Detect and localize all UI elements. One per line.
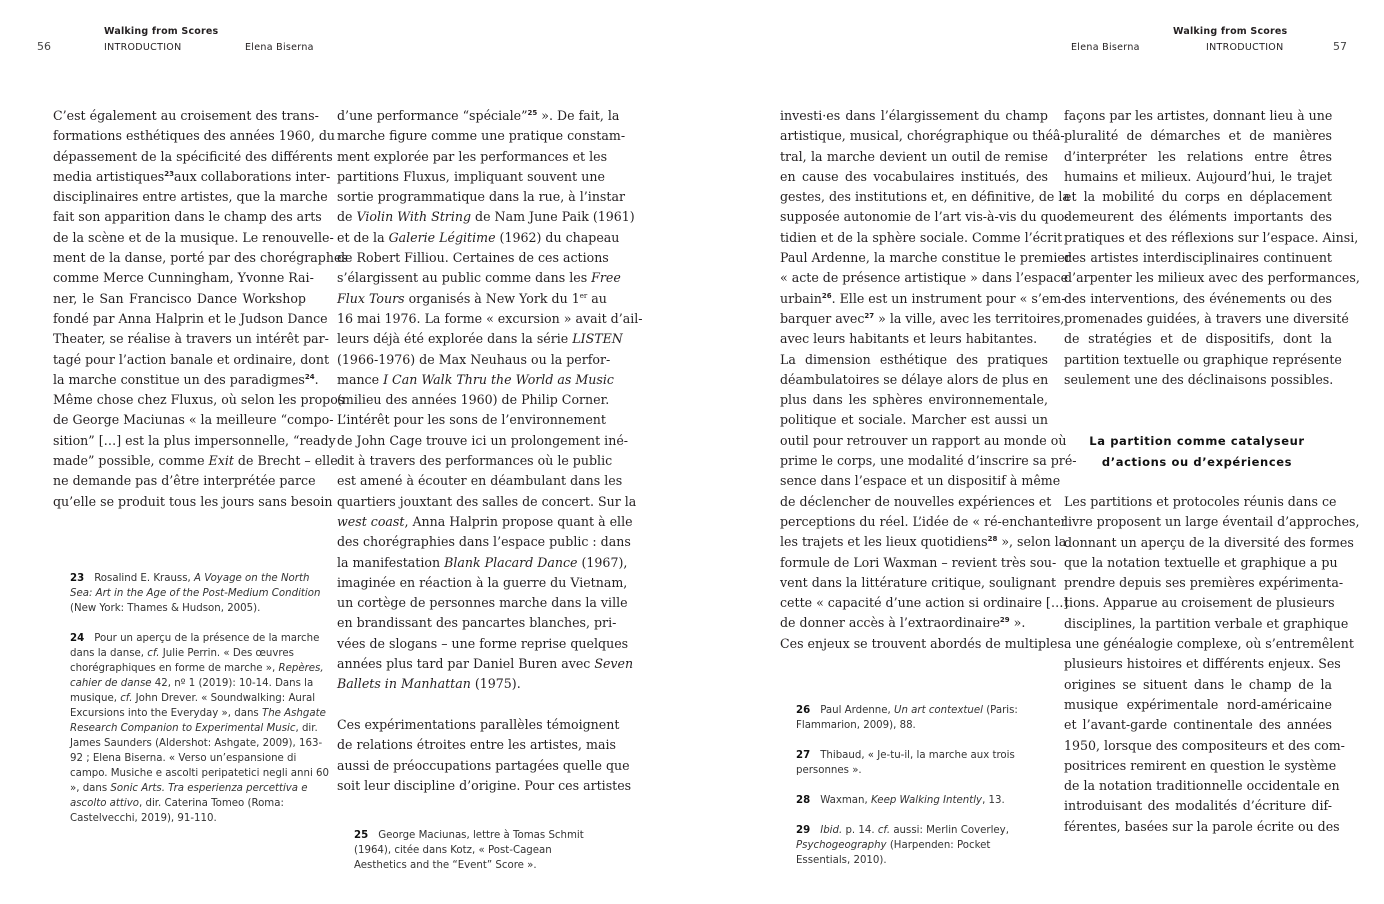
paragraph-gap [337, 695, 605, 715]
body-column-1 [780, 106, 1077, 654]
text-line: et la mobilité du corps en déplacement [1064, 189, 1332, 205]
footnote-26: 26 Paul Ardenne, Un art contextuel (Paris: Flammarion, 2009), 88. [796, 705, 1018, 731]
text-line: des artistes interdisciplinaires continuent [1064, 250, 1332, 266]
text-line: de John Cage trouve ici un prolongement iné- [337, 432, 629, 448]
text-line: gestes, des institutions et, en définitive, de la [780, 189, 1070, 205]
text-line: de Robert Filliou. Certaines de ces actions [337, 250, 609, 266]
text-line: made” possible, comme Exit de Brecht – elle [53, 453, 338, 469]
text-line: dépassement de la spécificité des différents [53, 148, 333, 164]
text-line: Ces expérimentations parallèles témoignent [337, 716, 620, 732]
running-book-title: Walking from Scores [104, 26, 219, 37]
text-line: ne demande pas d’être interprétée parce [53, 473, 316, 489]
text-line: disciplines, la partition verbale et graphique [1064, 615, 1349, 631]
text-line: (milieu des années 1960) de Philip Corner. [337, 392, 610, 408]
text-line: investi·es dans l’élargissement du champ [780, 108, 1048, 123]
text-line: pluralité de démarches et de manières [1064, 128, 1332, 144]
text-line: imaginée en réaction à la guerre du Vietnam, [337, 574, 628, 590]
text-line: disciplinaires entre artistes, que la marche [53, 189, 328, 205]
text-line: seulement une des déclinaisons possibles. [1064, 371, 1334, 387]
text-line: L’intérêt pour les sons de l’environnement [337, 412, 606, 428]
section-subheading [1057, 431, 1337, 473]
text-line: ment de la danse, porté par des chorégraphes [53, 250, 348, 266]
text-line: Les partitions et protocoles réunis dans ce [1064, 494, 1337, 509]
body-column-2-top [1064, 106, 1360, 390]
text-line: dit à travers des performances où le public [337, 453, 613, 469]
text-line: 1950, lorsque des compositeurs et des com- [1064, 737, 1345, 753]
text-line: Paul Ardenne, la marche constitue le premier [780, 250, 1071, 266]
text-line: de relations étroites entre les artistes, mais [337, 737, 616, 753]
running-author: Elena Biserna [1071, 42, 1140, 53]
text-line: de Violin With String de Nam June Paik (1961) [337, 209, 635, 225]
footnotes-right [796, 703, 1036, 883]
running-section: INTRODUCTION [1206, 42, 1284, 53]
text-line: positrices remirent en question le système [1064, 757, 1337, 773]
text-line: des chorégraphies dans l’espace public : dans [337, 534, 631, 550]
text-line: media artistiques$^{23}$aux collaborations inter- [53, 168, 331, 184]
text-line: les trajets et les lieux quotidiens$^{28}$ », selon la [780, 534, 1067, 550]
footnote-24: 24 Pour un aperçu de la présence de la marche dans la danse, cf. Julie Perrin. « Des œuvres chorégraphiques en forme de marche », Repères, cahier de danse 42, nº 1 (2019): 10-14. Dans la musique, cf. John Drever. « Soundwalking: Aural Excursions into the Everyday », dans The Ashgate Research Companion to Experimental Music, dir. James Saunders (Aldershot: Ashgate, 2009), 163-92 ; Elena Biserna. « Verso un’espansione di campo. Musiche e ascolti peripatetici negli anni 60 », dans Sonic Arts. Tra esperienza percettiva e ascolto attivo, dir. Caterina Tomeo (Roma: Castelvecchi, 2019), 91-110. [70, 633, 329, 824]
text-line: formule de Lori Waxman – revient très sou- [780, 554, 1057, 570]
footnote-29: 29 Ibid. p. 14. cf. aussi: Merlin Coverley, Psychogeography (Harpenden: Pocket Essentials, 2010). [796, 825, 1009, 866]
text-line: a une généalogie complexe, où s’entremêlent [1064, 636, 1354, 652]
subheading-line-2: d’actions ou d’expériences [1101, 455, 1293, 469]
text-line: plus dans les sphères environnementale, [780, 392, 1048, 408]
text-line: urbain$^{26}$. Elle est un instrument pour « s’em- [780, 290, 1066, 306]
text-line: ner, le San Francisco Dance Workshop [53, 290, 306, 306]
text-line: sence dans l’espace et un dispositif à même [780, 473, 1061, 489]
text-line: Flux Tours organisés à New York du 1er au [337, 290, 607, 306]
text-line: demeurent des éléments importants des [1064, 209, 1332, 225]
footnote-28: 28 Waxman, Keep Walking Intently, 13. [796, 795, 1005, 806]
text-line: d’arpenter les milieux avec des performances, [1064, 270, 1360, 286]
text-line: aussi de préoccupations partagées quelle que [337, 757, 630, 773]
text-line: fondé par Anna Halprin et le Judson Dance [53, 310, 328, 326]
text-line: déambulatoires se délaye alors de plus en [780, 371, 1049, 387]
text-line: que la notation textuelle et graphique a pu [1064, 554, 1338, 570]
text-line: pratiques et des réflexions sur l’espace. Ainsi, [1064, 229, 1359, 245]
footnote-number: 29 [796, 825, 811, 836]
text-line: barquer avec$^{27}$ » la ville, avec les territoires, [780, 310, 1065, 326]
text-line: supposée autonomie de l’art vis-à-vis du quo- [780, 209, 1069, 225]
text-line: Theater, se réalise à travers un intérêt par- [53, 331, 329, 347]
text-line: férentes, basées sur la parole écrite ou des [1064, 818, 1340, 834]
footnote-25: 25 George Maciunas, lettre à Tomas Schmit (1964), citée dans Kotz, « Post-Cagean Aesthetics and the “Event” Score ». [354, 830, 584, 871]
running-author: Elena Biserna [245, 42, 314, 53]
text-line: sition” […] est la plus impersonnelle, “ready [53, 432, 336, 448]
text-line: 16 mai 1976. La forme « excursion » avait d’ail- [337, 310, 643, 326]
text-line: de la scène et de la musique. Le renouvelle- [53, 229, 334, 245]
text-line: Ces enjeux se trouvent abordés de multiples [780, 635, 1064, 651]
footnote-23: 23 Rosalind E. Krauss, A Voyage on the North Sea: Art in the Age of the Post-Medium Condition (New York: Thames & Hudson, 2005). [70, 573, 321, 614]
text-line: tagé pour l’action banale et ordinaire, dont [53, 351, 330, 367]
text-line: de stratégies et de dispositifs, dont la [1064, 331, 1332, 347]
text-line: mance I Can Walk Thru the World as Music [337, 371, 614, 387]
footnotes-column-2 [354, 828, 604, 888]
text-line: prendre depuis ses premières expérimenta- [1064, 575, 1344, 591]
text-line: d’interpréter les relations entre êtres [1064, 148, 1332, 164]
text-line: C’est également au croisement des trans- [53, 108, 319, 123]
text-line: années plus tard par Daniel Buren avec Seven [337, 656, 634, 672]
body-column-2-bottom [1064, 492, 1360, 837]
text-line: Même chose chez Fluxus, où selon les propos [53, 392, 345, 408]
text-line: humains et milieux. Aujourd’hui, le trajet [1064, 168, 1332, 184]
text-line: La dimension esthétique des pratiques [780, 351, 1048, 367]
text-line: tral, la marche devient un outil de remise [780, 148, 1048, 164]
text-line: de George Maciunas « la meilleure “compo- [53, 412, 334, 428]
text-line: qu’elle se produit tous les jours sans besoin [53, 493, 333, 509]
text-line: origines se situent dans le champ de la [1064, 676, 1332, 692]
text-line: fait son apparition dans le champ des arts [53, 209, 322, 225]
text-line: avec leurs habitants et leurs habitantes. [780, 331, 1038, 347]
text-line: d’une performance “spéciale”$^{25}$ ». De fait, la [337, 108, 620, 123]
text-line: des interventions, des événements ou des [1064, 290, 1332, 306]
page-number: 56 [37, 40, 51, 53]
text-line: artistique, musical, chorégraphique ou théâ- [780, 128, 1065, 144]
text-line: comme Merce Cunningham, Yvonne Rai- [53, 270, 314, 286]
body-column-1 [53, 106, 348, 512]
text-line: prime le corps, une modalité d’inscrire sa pré- [780, 453, 1077, 469]
running-section: INTRODUCTION [104, 42, 182, 53]
text-line: et de la Galerie Légitime (1962) du chapeau [337, 229, 620, 245]
footnote-number: 27 [796, 750, 811, 761]
text-line: leurs déjà été explorée dans la série LISTEN [337, 331, 623, 347]
text-line: perceptions du réel. L’idée de « ré-enchanter [780, 513, 1067, 529]
text-line: de donner accès à l’extraordinaire$^{29}$ ». [780, 615, 1026, 631]
text-line: marche figure comme une pratique constam- [337, 128, 626, 144]
body-column-2 [337, 106, 643, 796]
footnote-number: 24 [70, 633, 85, 644]
text-line: tidien et de la sphère sociale. Comme l’écrit [780, 229, 1063, 245]
text-line: s’élargissent au public comme dans les Free [337, 270, 621, 286]
text-line: west coast, Anna Halprin propose quant à elle [337, 513, 633, 529]
running-book-title: Walking from Scores [1173, 26, 1288, 37]
text-line: Ballets in Manhattan (1975). [337, 676, 521, 692]
text-line: la marche constitue un des paradigmes$^{24}$. [53, 371, 319, 387]
footnote-number: 28 [796, 795, 811, 806]
footnote-number: 25 [354, 830, 369, 841]
text-line: un cortège de personnes marche dans la ville [337, 595, 628, 611]
text-line: plusieurs histoires et différents enjeux. Ses [1064, 656, 1341, 672]
text-line: livre proposent un large éventail d’approches, [1064, 514, 1360, 530]
text-line: vées de slogans – une forme reprise quelques [337, 635, 629, 651]
text-line: est amené à écouter en déambulant dans les [337, 473, 623, 489]
text-line: la manifestation Blank Placard Dance (1967), [337, 554, 628, 570]
text-line: cette « capacité d’une action si ordinaire […] [780, 595, 1069, 611]
text-line: sortie programmatique dans la rue, à l’instar [337, 189, 625, 205]
text-line: et l’avant-garde continentale des années [1064, 717, 1332, 733]
text-line: de la notation traditionnelle occidentale en [1064, 778, 1340, 794]
text-line: ment explorée par les performances et les [337, 148, 608, 164]
subheading-line-1: La partition comme catalyseur [1089, 434, 1305, 448]
text-line: « acte de présence artistique » dans l’espace [780, 270, 1069, 286]
page-number: 57 [1333, 40, 1347, 53]
text-line: outil pour retrouver un rapport au monde où [780, 432, 1067, 448]
text-line: musique expérimentale nord-américaine [1064, 696, 1332, 712]
text-line: tions. Apparue au croisement de plusieurs [1064, 595, 1335, 611]
text-line: soit leur discipline d’origine. Pour ces artistes [337, 777, 632, 793]
footnotes-column-1 [70, 571, 332, 841]
footnote-27: 27 Thibaud, « Je-tu-il, la marche aux trois personnes ». [796, 750, 1015, 776]
text-line: politique et sociale. Marcher est aussi un [780, 412, 1048, 428]
footnote-number: 23 [70, 573, 85, 584]
text-line: vent dans la littérature critique, soulignant [780, 574, 1057, 590]
text-line: quartiers jouxtant des salles de concert. Sur la [337, 493, 637, 509]
text-line: donnant un aperçu de la diversité des formes [1064, 534, 1354, 550]
text-line: en brandissant des pancartes blanches, pri- [337, 615, 617, 631]
right-page [692, 0, 1384, 904]
text-line: introduisant des modalités d’écriture dif- [1064, 798, 1332, 814]
text-line: partitions Fluxus, impliquant souvent une [337, 168, 605, 184]
text-line: (1966-1976) de Max Neuhaus ou la perfor- [337, 351, 611, 367]
text-line: formations esthétiques des années 1960, du [53, 128, 335, 144]
text-line: partition textuelle ou graphique représente [1064, 351, 1342, 367]
text-line: en cause des vocabulaires institués, des [780, 168, 1048, 184]
footnote-number: 26 [796, 705, 811, 716]
text-line: promenades guidées, à travers une diversité [1064, 310, 1349, 326]
text-line: de déclencher de nouvelles expériences et [780, 493, 1052, 509]
text-line: façons par les artistes, donnant lieu à une [1064, 108, 1333, 123]
